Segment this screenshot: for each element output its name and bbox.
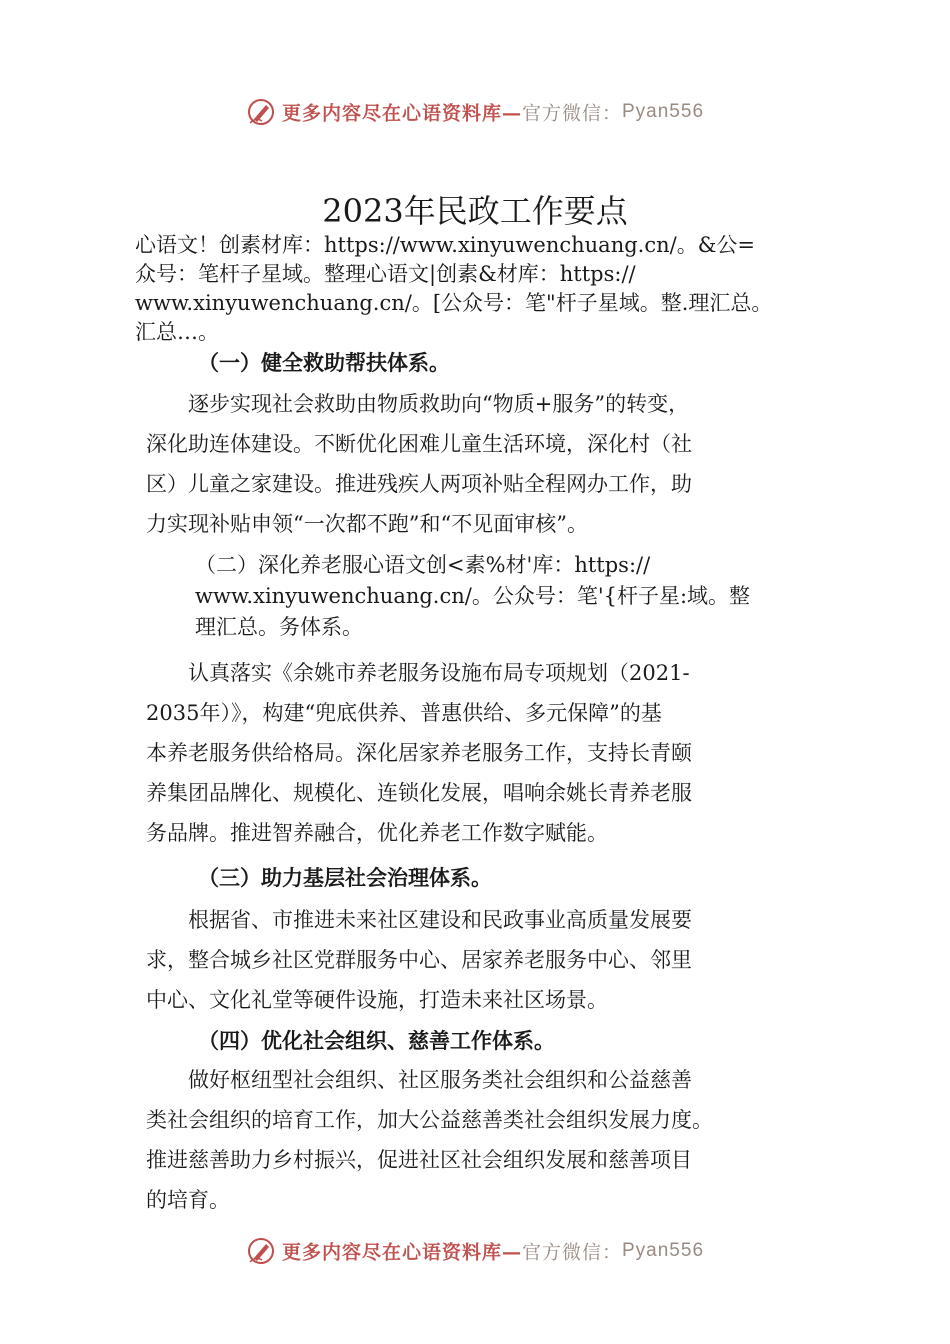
- banner-wechat-label: 官方微信：: [521, 1241, 622, 1264]
- document-title: 2023年民政工作要点: [322, 192, 628, 230]
- banner-wechat-label: 官方微信：: [521, 102, 622, 125]
- banner-main-text: 更多内容尽在心语资料库—: [281, 102, 522, 125]
- paragraph-line: 区）儿童之家建设。推进残疾人两项补贴全程网办工作，助: [146, 472, 692, 496]
- section-heading-4: （四）优化社会组织、慈善工作体系。: [198, 1028, 555, 1053]
- section-heading-1: （一）健全救助帮扶体系。: [198, 350, 450, 375]
- pen-logo-icon: [246, 1236, 276, 1266]
- paragraph-line: 养集团品牌化、规模化、连锁化发展，唱响余姚长青养老服: [146, 781, 692, 805]
- paragraph-line: 本养老服务供给格局。深化居家养老服务工作，支持长青颐: [146, 741, 692, 765]
- heading-line: 理汇总。务体系。: [195, 615, 363, 639]
- paragraph-line: 求，整合城乡社区党群服务中心、居家养老服务中心、邻里: [146, 948, 692, 972]
- paragraph-line: 深化助连体建设。不断优化困难儿童生活环境，深化村（社: [146, 432, 692, 456]
- paragraph-line: 力实现补贴申领“一次都不跑”和“不见面审核”。: [146, 512, 588, 536]
- section-heading-2: [195, 550, 750, 643]
- header-banner: [0, 97, 950, 127]
- banner-main-text: 更多内容尽在心语资料库—: [281, 1241, 522, 1264]
- paragraph-line: 中心、文化礼堂等硬件设施，打造未来社区场景。: [146, 988, 608, 1012]
- paragraph-line: 做好枢纽型社会组织、社区服务类社会组织和公益慈善: [146, 1068, 692, 1092]
- footer-banner: [0, 1236, 950, 1266]
- watermark-line: 心语文！创素材库：https://www.xinyuwenchuang.cn/。&公=: [135, 233, 755, 257]
- watermark-line: 众号：笔杆子星域。整理心语文|创素&材库：https://: [135, 262, 636, 286]
- paragraph-line: 根据省、市推进未来社区建设和民政事业高质量发展要: [146, 908, 692, 932]
- paragraph-line: 务品牌。推进智养融合，优化养老工作数字赋能。: [146, 821, 608, 845]
- banner-wechat-id: Pyan556: [622, 101, 705, 122]
- section-body-1: [146, 384, 692, 544]
- paragraph-line: 认真落实《余姚市养老服务设施布局专项规划（2021-: [146, 661, 690, 685]
- paragraph-line: 的培育。: [146, 1188, 230, 1212]
- paragraph-line: 推进慈善助力乡村振兴，促进社区社会组织发展和慈善项目: [146, 1148, 692, 1172]
- watermark-line: 汇总…。: [135, 320, 219, 344]
- watermark-line: www.xinyuwenchuang.cn/。[公众号：笔"杆子星域。整.理汇总。: [135, 291, 773, 315]
- section-heading-3: （三）助力基层社会治理体系。: [198, 865, 492, 890]
- section-body-2: [146, 653, 692, 853]
- banner-wechat-id: Pyan556: [622, 1240, 705, 1261]
- watermark-text-block: [135, 231, 772, 347]
- section-body-4: [146, 1060, 713, 1220]
- paragraph-line: 2035年）》，构建“兜底供养、普惠供给、多元保障”的基: [146, 701, 662, 725]
- paragraph-line: 类社会组织的培育工作，加大公益慈善类社会组织发展力度。: [146, 1108, 713, 1132]
- paragraph-line: 逐步实现社会救助由物质救助向“物质+服务”的转变，: [146, 392, 690, 416]
- heading-line: （二）深化养老服心语文创<素%材'库：https://: [195, 553, 651, 577]
- heading-line: www.xinyuwenchuang.cn/。公众号：笔'{杆子星:域。整: [195, 584, 751, 608]
- section-body-3: [146, 900, 692, 1020]
- pen-logo-icon: [246, 97, 276, 127]
